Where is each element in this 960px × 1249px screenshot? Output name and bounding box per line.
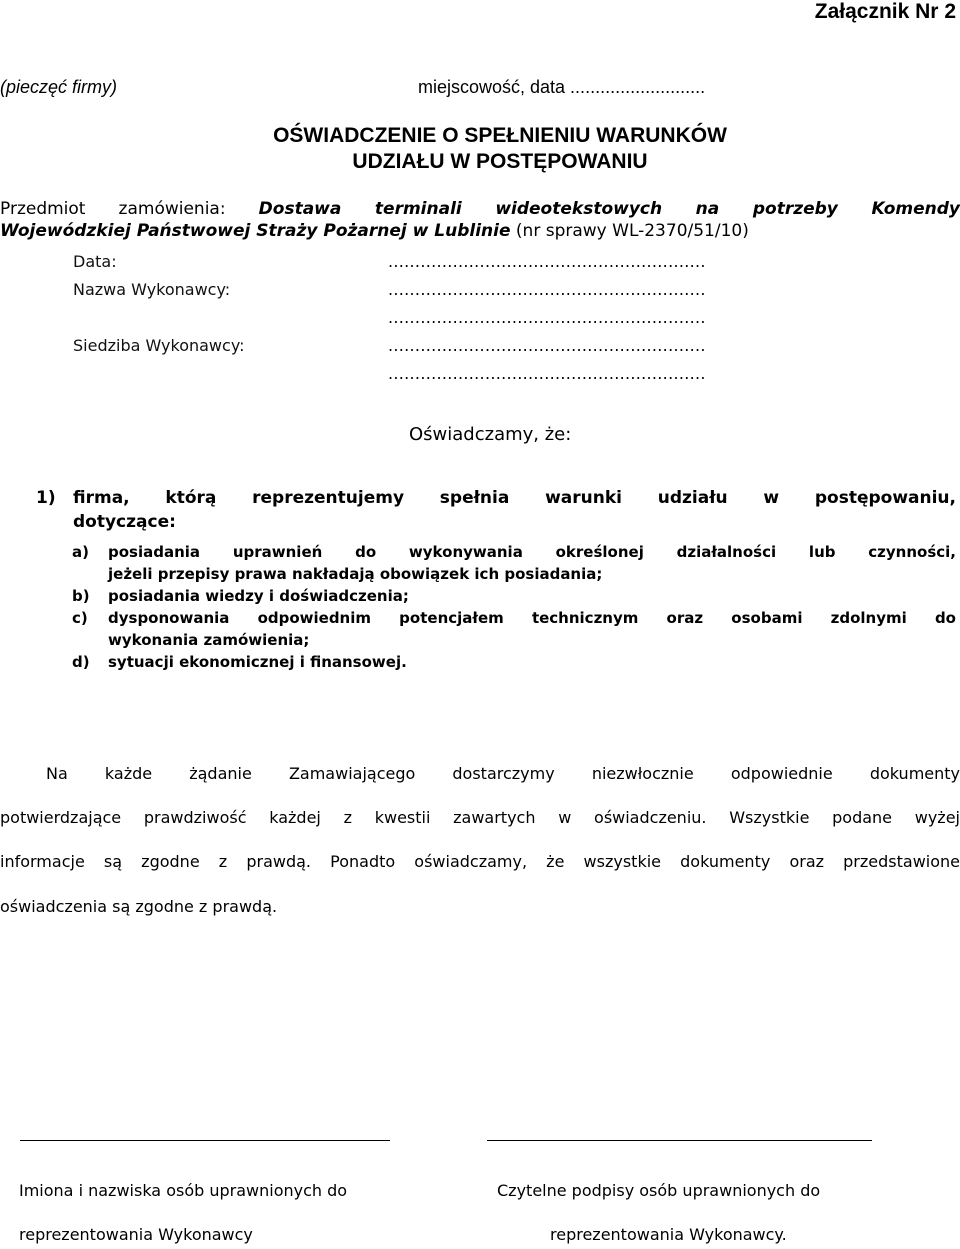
order-subject-title-part1: Dostawa terminali wideotekstowych na potrzeby Komendy — [258, 199, 960, 219]
condition-text-line1: sytuacji ekonomicznej i finansowej. — [108, 653, 407, 671]
place-date-label: miejscowość, data ........................... — [418, 77, 706, 97]
statement-line3-wrap — [0, 852, 960, 871]
statement-line2-wrap — [0, 808, 960, 827]
statement-line3: informacje są zgodne z prawdą. Ponadto oświadczamy, że wszystkie dokumenty oraz przedstawione — [0, 852, 960, 871]
statement-line1: Na każde żądanie Zamawiającego dostarczymy niezwłocznie odpowiednie dokumenty — [46, 764, 960, 783]
contractor-seat-label: Siedziba Wykonawcy: — [73, 336, 245, 355]
document-title-line2: UDZIAŁU W POSTĘPOWANIU — [352, 150, 648, 173]
contractor-name-field[interactable]: ........................................................... — [388, 280, 706, 299]
order-subject-line1 — [0, 198, 960, 220]
condition-text-line2: jeżeli przepisy prawa nakładają obowiązek ich posiadania; — [108, 565, 603, 583]
signature-line-left[interactable] — [20, 1140, 390, 1141]
signature-caption-right-line2: reprezentowania Wykonawcy. — [550, 1225, 787, 1244]
condition-letter: b) — [72, 587, 90, 605]
date-field[interactable]: ........................................................... — [388, 252, 706, 271]
condition-letter: d) — [72, 653, 90, 671]
order-subject — [0, 198, 960, 242]
condition-item-b — [72, 585, 956, 607]
signature-caption-left-line2: reprezentowania Wykonawcy — [19, 1225, 253, 1244]
date-label: Data: — [73, 252, 117, 271]
order-subject-title-part2: Wojewódzkiej Państwowej Straży Pożarnej w Lublinie — [0, 221, 511, 241]
point-text-line1: firma, którą reprezentujemy spełnia warunki udziału w postępowaniu, — [73, 488, 956, 508]
annex-number: Załącznik Nr 2 — [814, 0, 956, 23]
condition-text-line1: dysponowania odpowiednim potencjałem technicznym oraz osobami zdolnymi do — [108, 609, 956, 627]
condition-point-1 — [36, 486, 956, 534]
condition-item-a — [72, 541, 956, 585]
company-stamp-label: (pieczęć firmy) — [0, 77, 118, 97]
statement-line2: potwierdzające prawdziwość każdej z kwestii zawartych w oświadczeniu. Wszystkie podane wyżej — [0, 808, 960, 827]
contractor-name-field-2[interactable]: ........................................................... — [388, 308, 706, 327]
condition-item-c — [72, 607, 956, 651]
declaration-heading: Oświadczamy, że: — [409, 424, 572, 445]
document-title-line1: OŚWIADCZENIE O SPEŁNIENIU WARUNKÓW — [273, 124, 727, 147]
signature-line-right[interactable] — [487, 1140, 872, 1141]
statement-line4-wrap — [0, 897, 960, 916]
contractor-seat-field-2[interactable]: ........................................................... — [388, 364, 706, 383]
signature-caption-left-line1: Imiona i nazwiska osób uprawnionych do — [19, 1181, 348, 1200]
case-number: (nr sprawy WL-2370/51/10) — [515, 221, 749, 241]
condition-text-line1: posiadania uprawnień do wykonywania określonej działalności lub czynności, — [108, 543, 956, 561]
statement-line4: oświadczenia są zgodne z prawdą. — [0, 897, 278, 916]
statement-line1-wrap — [0, 764, 960, 783]
contractor-seat-field[interactable]: ........................................................... — [388, 336, 706, 355]
signature-caption-right-line1: Czytelne podpisy osób uprawnionych do — [497, 1181, 821, 1200]
condition-text-line1: posiadania wiedzy i doświadczenia; — [108, 587, 409, 605]
point-text-line2: dotyczące: — [73, 512, 176, 532]
condition-text-line2: wykonania zamówienia; — [108, 631, 310, 649]
condition-letter: a) — [72, 543, 89, 561]
order-subject-line2 — [0, 221, 749, 241]
condition-letter: c) — [72, 609, 88, 627]
contractor-name-label: Nazwa Wykonawcy: — [73, 280, 231, 299]
condition-item-d — [72, 651, 956, 673]
point-number: 1) — [36, 488, 56, 508]
order-subject-prefix: Przedmiot zamówienia: — [0, 199, 226, 219]
